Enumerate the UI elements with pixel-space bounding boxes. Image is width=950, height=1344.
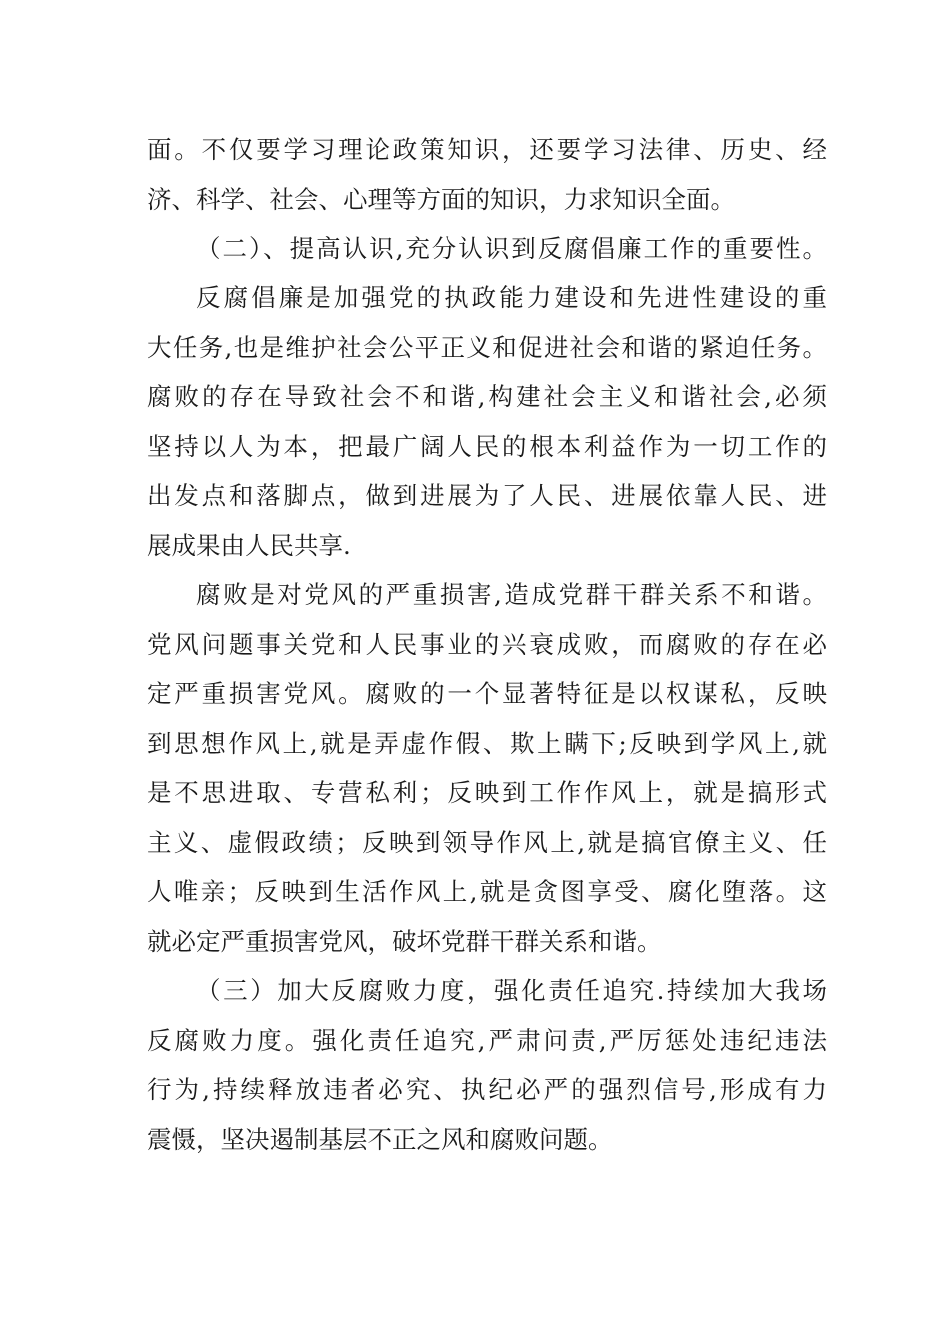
text-line-13: 到思想作风上,就是弄虚作假、欺上瞒下;反映到学风上,就	[147, 729, 827, 758]
text-line-8: 出发点和落脚点，做到进展为了人民、进展依靠人民、进	[147, 481, 827, 510]
text-line-17: 就必定严重损害党风，破坏党群干群关系和谐。	[147, 927, 662, 956]
text-line-19: 反腐败力度。强化责任追究,严肃问责,严厉惩处违纪违法	[147, 1026, 827, 1055]
section-heading-3: （三）加大反腐败力度，强化责任追究.持续加大我场	[196, 976, 827, 1005]
text-line-7: 坚持以人为本，把最广阔人民的根本利益作为一切工作的	[147, 432, 827, 461]
text-line-11: 党风问题事关党和人民事业的兴衰成败，而腐败的存在必	[147, 630, 827, 659]
text-line-10: 腐败是对党风的严重损害,造成党群干群关系不和谐。	[196, 580, 827, 609]
text-line-16: 人唯亲；反映到生活作风上,就是贪图享受、腐化堕落。这	[147, 877, 827, 906]
text-line-6: 腐败的存在导致社会不和谐,构建社会主义和谐社会,必须	[147, 382, 827, 411]
text-line-20: 行为,持续释放违者必究、执纪必严的强烈信号,形成有力	[147, 1075, 827, 1104]
section-heading-2: （二）、提高认识,充分认识到反腐倡廉工作的重要性。	[196, 234, 827, 263]
text-line-21: 震慑，坚决遏制基层不正之风和腐败问题。	[147, 1125, 613, 1154]
text-line-2: 济、科学、社会、心理等方面的知识，力求知识全面。	[147, 185, 735, 214]
text-line-12: 定严重损害党风。腐败的一个显著特征是以权谋私，反映	[147, 679, 827, 708]
text-line-14: 是不思进取、专营私利；反映到工作作风上，就是搞形式	[147, 778, 827, 807]
text-line-4: 反腐倡廉是加强党的执政能力建设和先进性建设的重	[196, 283, 827, 312]
text-line-1: 面。不仅要学习理论政策知识，还要学习法律、历史、经	[147, 135, 827, 164]
text-line-5: 大任务,也是维护社会公平正义和促进社会和谐的紧迫任务。	[147, 333, 827, 362]
text-line-15: 主义、虚假政绩；反映到领导作风上,就是搞官僚主义、任	[147, 828, 827, 857]
text-line-9: 展成果由人民共享.	[147, 531, 351, 560]
